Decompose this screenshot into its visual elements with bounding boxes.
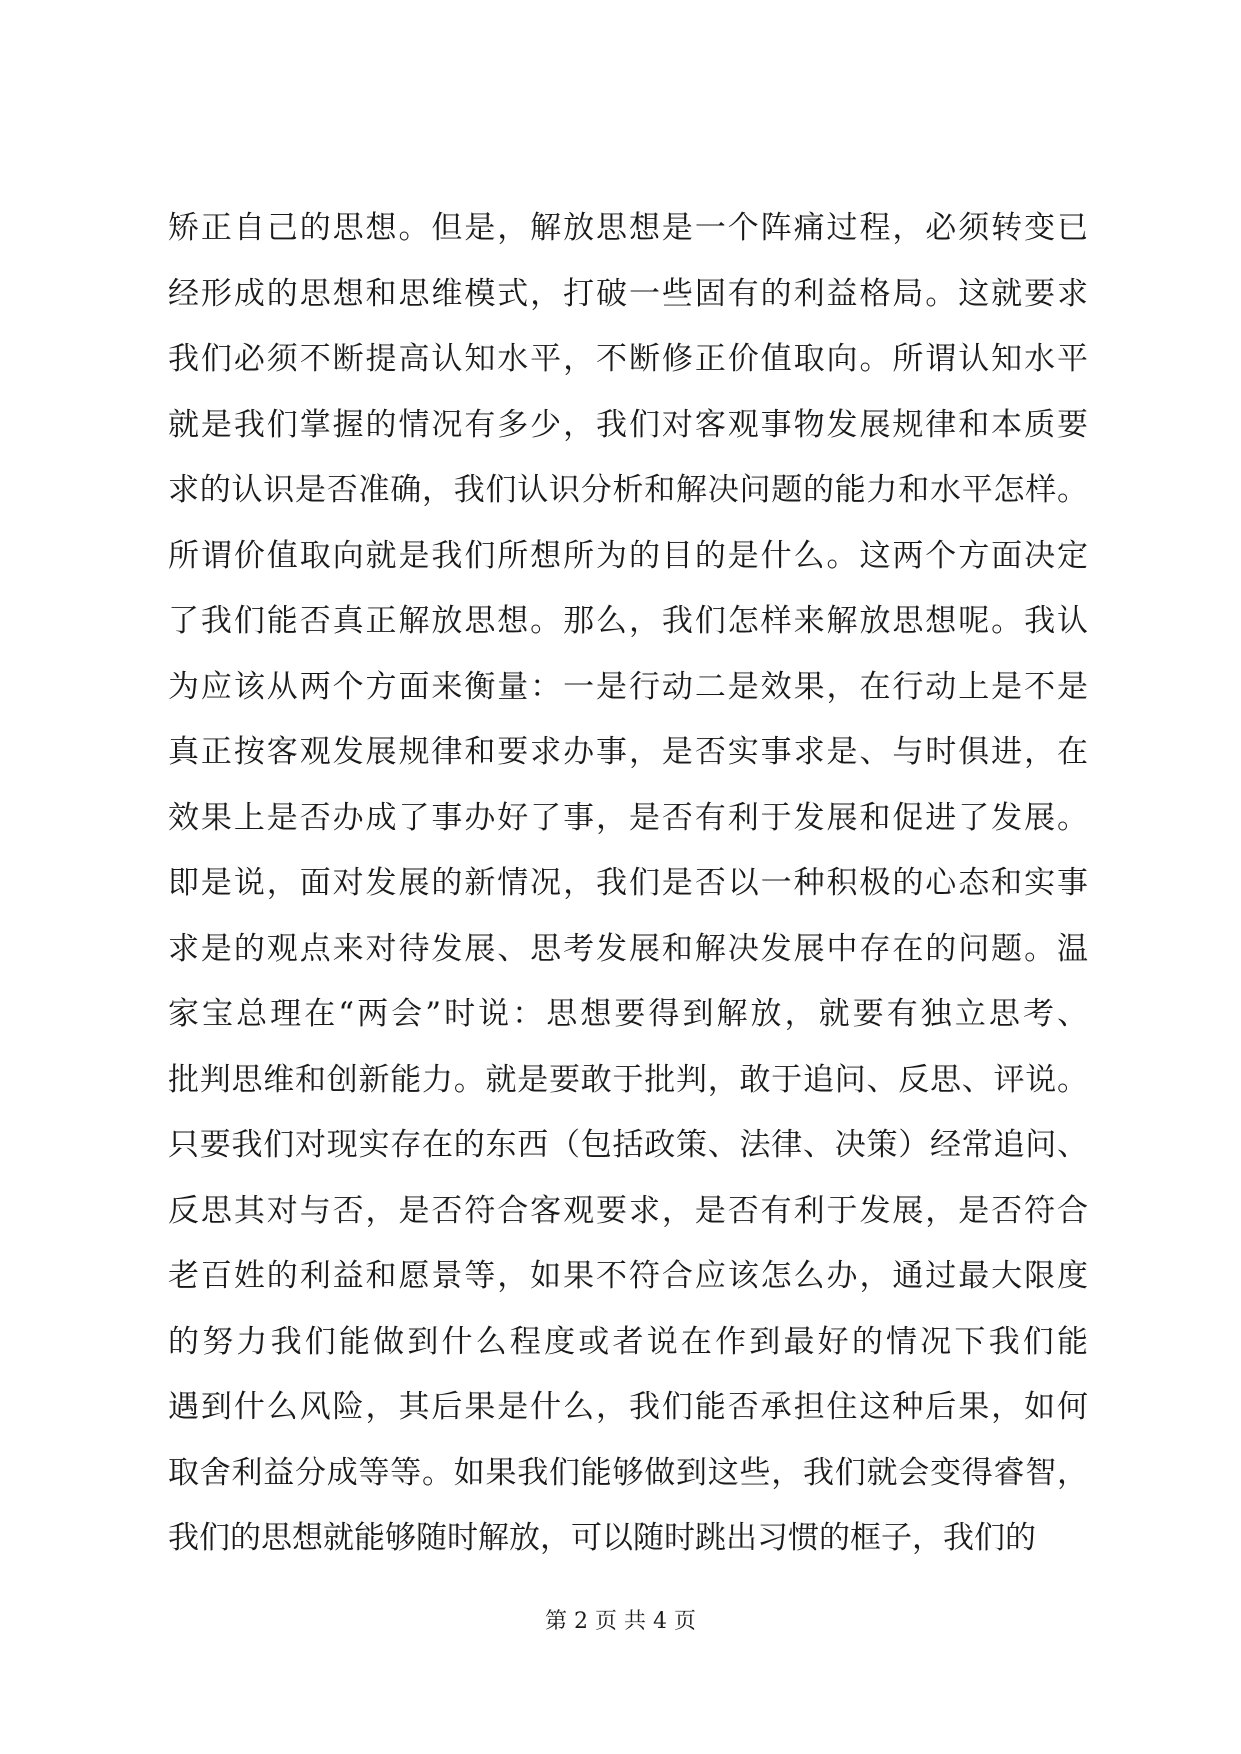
text-line: 取舍利益分成等等。如果我们能够做到这些，我们就会变得睿智， [168, 1454, 1088, 1491]
text-line: 所谓价值取向就是我们所想所为的目的是什么。这两个方面决定 [168, 537, 1088, 574]
text-line: 求的认识是否准确，我们认识分析和解决问题的能力和水平怎样。 [168, 472, 1088, 508]
text-line: 只要我们对现实存在的东西（包括政策、法律、决策）经常追问、 [168, 1127, 1088, 1163]
text-line: 求是的观点来对待发展、思考发展和解决发展中存在的问题。温 [168, 930, 1088, 967]
text-line: 效果上是否办成了事办好了事，是否有利于发展和促进了发展。 [168, 799, 1088, 836]
text-line: 为应该从两个方面来衡量：一是行动二是效果，在行动上是不是 [168, 668, 1088, 705]
text-line: 反思其对与否，是否符合客观要求，是否有利于发展，是否符合 [168, 1192, 1088, 1229]
text-line: 批判思维和创新能力。就是要敢于批判，敢于追问、反思、评说。 [168, 1061, 1088, 1098]
text-line: 的努力我们能做到什么程度或者说在作到最好的情况下我们能 [168, 1323, 1088, 1360]
text-line: 家宝总理在“两会”时说：思想要得到解放，就要有独立思考、 [168, 996, 1088, 1032]
text-line: 经形成的思想和思维模式，打破一些固有的利益格局。这就要求 [168, 275, 1088, 312]
document-body [168, 196, 1088, 1572]
text-line: 我们的思想就能够随时解放，可以随时跳出习惯的框子，我们的 [168, 1520, 1036, 1556]
text-line: 真正按客观发展规律和要求办事，是否实事求是、与时俱进，在 [168, 734, 1088, 770]
text-line: 了我们能否真正解放思想。那么，我们怎样来解放思想呢。我认 [168, 603, 1088, 639]
text-line: 我们必须不断提高认知水平，不断修正价值取向。所谓认知水平 [168, 341, 1088, 377]
text-line: 就是我们掌握的情况有多少，我们对客观事物发展规律和本质要 [168, 406, 1088, 443]
page-number-footer: 第 2 页 共 4 页 [545, 1609, 696, 1634]
text-line: 遇到什么风险，其后果是什么，我们能否承担住这种后果，如何 [168, 1389, 1088, 1425]
text-line: 老百姓的利益和愿景等，如果不符合应该怎么办，通过最大限度 [168, 1258, 1088, 1294]
text-line: 矫正自己的思想。但是，解放思想是一个阵痛过程，必须转变已 [168, 210, 1088, 246]
text-line: 即是说，面对发展的新情况，我们是否以一种积极的心态和实事 [168, 865, 1088, 901]
